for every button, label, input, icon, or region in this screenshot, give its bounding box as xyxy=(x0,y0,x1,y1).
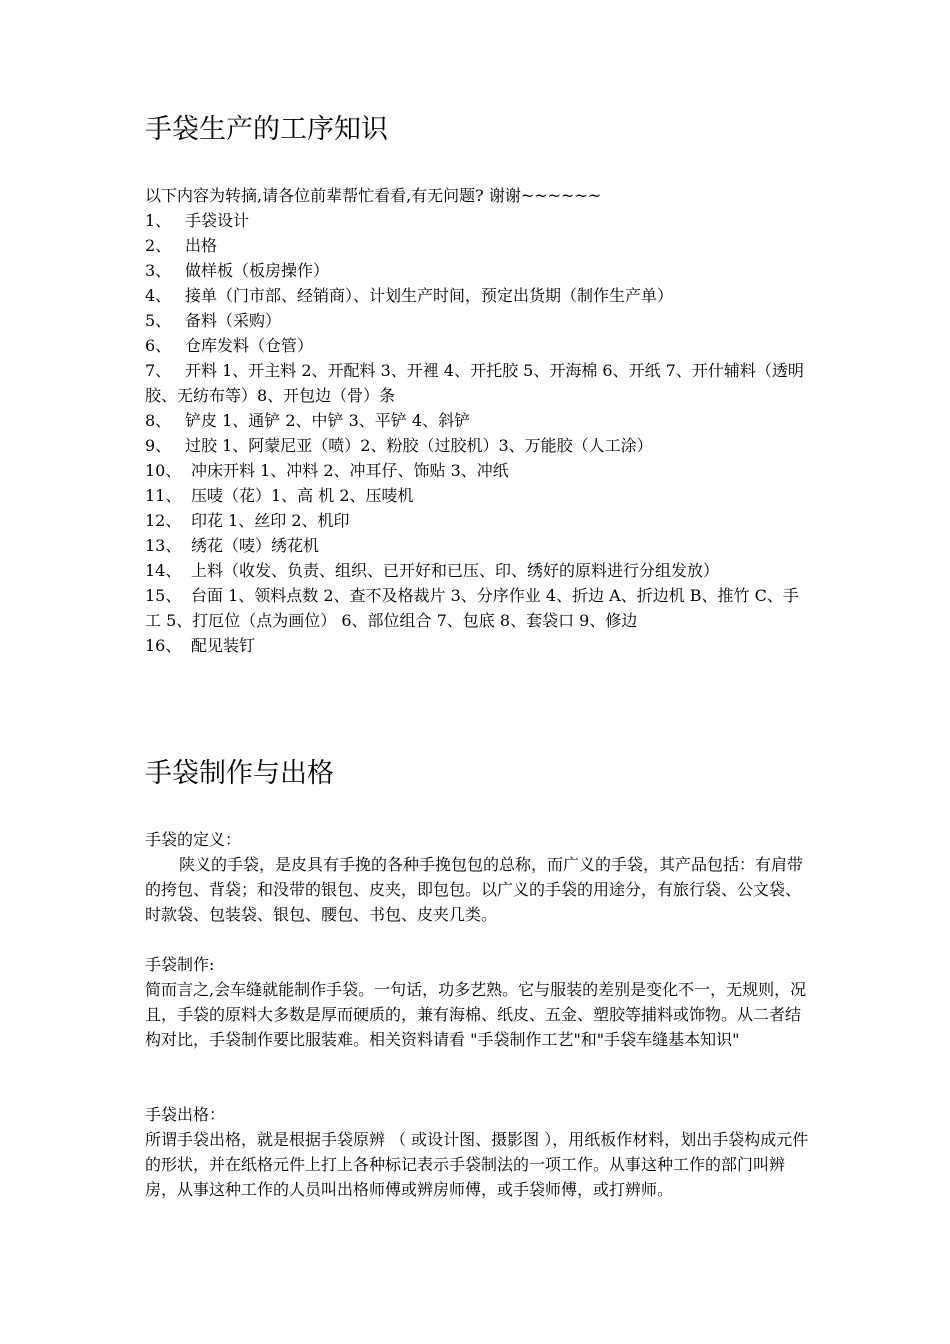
definition-heading: 手袋的定义： xyxy=(145,830,242,849)
step-text: 开料 1、开主料 2、开配料 3、开裡 4、开托胶 5、开海棉 6、开纸 7、开什辅料（透明胶、无纺布等）8、开包边（骨）条 xyxy=(145,361,804,405)
step-text: 台面 1、领料点数 2、查不及格裁片 3、分序作业 4、折边 A、折边机 B、推竹 C、手工 5、打厄位（点为画位） 6、部位组合 7、包底 8、套袋口 9、修边 xyxy=(145,586,799,630)
list-item xyxy=(145,283,810,308)
step-text: 铲皮 1、通铲 2、中铲 3、平铲 4、斜铲 xyxy=(185,411,471,430)
list-item xyxy=(145,458,810,483)
step-text: 出格 xyxy=(185,236,218,255)
pattern-section xyxy=(145,1102,810,1202)
step-number: 15、 xyxy=(145,586,182,605)
section-title-production: 手袋生产的工序知识 xyxy=(145,114,388,145)
step-text: 过胶 1、阿蒙尼亚（喷）2、粉胶（过胶机）3、万能胶（人工涂） xyxy=(185,436,653,455)
list-item xyxy=(145,483,810,508)
step-text: 冲床开料 1、冲料 2、冲耳仔、饰贴 3、冲纸 xyxy=(191,461,509,480)
making-section xyxy=(145,952,810,1052)
definition-paragraph: 陕义的手袋，是皮具有手挽的各种手挽包包的总称，而广义的手袋，其产品包括：有肩带的挎包、背袋；和没带的银包、皮夹，即包包。以广义的手袋的用途分，有旅行袋、公文袋、时款袋、包装袋、银包、腰包、书包、皮夹几类。 xyxy=(145,855,804,924)
step-number: 16、 xyxy=(145,636,182,655)
list-item xyxy=(145,433,810,458)
list-item xyxy=(145,558,810,583)
step-text: 配见装钉 xyxy=(191,636,256,655)
step-text: 印花 1、丝印 2、机印 xyxy=(191,511,350,530)
list-item xyxy=(145,508,810,533)
step-text: 接单（门市部、经销商）、计划生产时间，预定出货期（制作生产单） xyxy=(185,286,674,305)
step-text: 仓库发料（仓管） xyxy=(185,336,314,355)
step-number: 8、 xyxy=(145,411,172,430)
step-number: 13、 xyxy=(145,536,182,555)
step-number: 11、 xyxy=(145,486,182,505)
step-number: 12、 xyxy=(145,511,182,530)
list-item xyxy=(145,583,810,633)
step-number: 9、 xyxy=(145,436,172,455)
step-number: 5、 xyxy=(145,311,172,330)
step-number: 7、 xyxy=(145,361,172,380)
section-title-making: 手袋制作与出格 xyxy=(145,758,334,789)
step-number: 14、 xyxy=(145,561,182,580)
list-item xyxy=(145,233,810,258)
step-text: 手袋设计 xyxy=(185,211,250,230)
step-number: 4、 xyxy=(145,286,172,305)
step-number: 2、 xyxy=(145,236,172,255)
list-item xyxy=(145,533,810,558)
step-text: 压唛（花）1、高 机 2、压唛机 xyxy=(191,486,414,505)
definition-section xyxy=(145,827,810,927)
step-text: 做样板（板房操作） xyxy=(185,261,330,280)
step-number: 10、 xyxy=(145,461,182,480)
list-item xyxy=(145,408,810,433)
list-item xyxy=(145,208,810,233)
list-item xyxy=(145,333,810,358)
list-item xyxy=(145,258,810,283)
making-paragraph: 简而言之,会车缝就能制作手袋。一句话，功多艺熟。它与服装的差别是变化不一，无规则，况且，手袋的原料大多数是厚而硬质的，兼有海棉、纸皮、五金、塑胶等捕料或饰物。从二者结构对比，手袋制作要比服装难。相关资料请看 "手袋制作工艺"和"手袋车缝基本知识" xyxy=(145,980,807,1049)
list-item xyxy=(145,308,810,333)
production-steps xyxy=(145,183,810,658)
step-text: 上料（收发、负责、组织、已开好和已压、印、绣好的原料进行分组发放） xyxy=(191,561,720,580)
step-number: 6、 xyxy=(145,336,172,355)
intro-text: 以下内容为转摘,请各位前辈帮忙看看,有无问题? 谢谢~~~~~~ xyxy=(145,186,602,205)
step-number: 1、 xyxy=(145,211,172,230)
step-text: 绣花（唛）绣花机 xyxy=(191,536,320,555)
pattern-heading: 手袋出格： xyxy=(145,1105,226,1124)
step-text: 备料（采购） xyxy=(185,311,282,330)
pattern-paragraph: 所谓手袋出格，就是根据手袋原辨 （ 或设计图、摄影图 ），用纸板作材料，划出手袋构成元件的形状，并在纸格元件上打上各种标记表示手袋制法的一项工作。从事这种工作的部门叫辨房，从事这种工作的人员叫出格师傅或辨房师傅，或手袋师傅，或打辨师。 xyxy=(145,1130,809,1199)
list-item xyxy=(145,633,810,658)
making-heading: 手袋制作: xyxy=(145,955,215,974)
step-number: 3、 xyxy=(145,261,172,280)
list-item xyxy=(145,358,810,408)
